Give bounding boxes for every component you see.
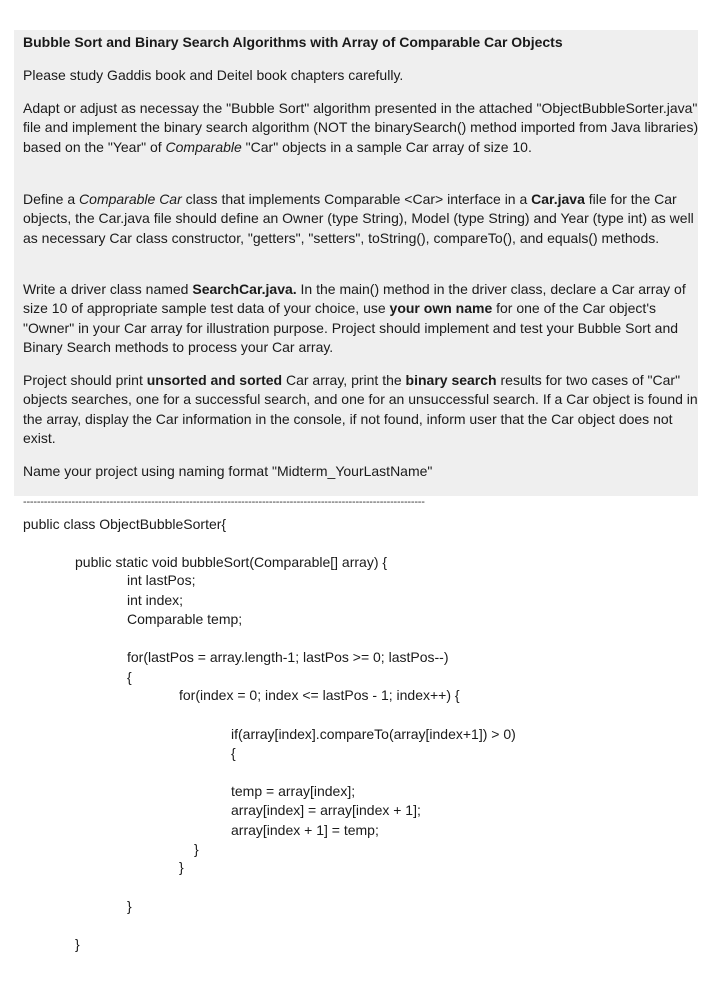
code-line: for(lastPos = array.length-1; lastPos >= 0; lastPos--) — [127, 649, 449, 665]
p5-bold-unsorted-sorted: unsorted and sorted — [146, 372, 283, 388]
p2-italic-comparable: Comparable — [165, 138, 242, 155]
p4-text-c: In the main() method in the driver class, declare a Car array of size 10 of appropriate sample test data of your choice, use — [23, 281, 686, 317]
p3-italic-comparable-car: Comparable Car — [79, 191, 182, 207]
document-title: Bubble Sort and Binary Search Algorithms with Array of Comparable Car Objects — [23, 34, 563, 50]
code-line: array[index] = array[index + 1]; — [231, 802, 421, 818]
code-line: array[index + 1] = temp; — [231, 822, 379, 838]
instruction-paragraph-6: Name your project using naming format "Midterm_YourLastName" — [23, 463, 433, 479]
code-line: public static void bubbleSort(Comparable[] array) { — [75, 554, 388, 570]
code-line: Comparable temp; — [127, 611, 243, 627]
instruction-paragraph-1: Please study Gaddis book and Deitel book chapters carefully. — [23, 67, 404, 83]
code-line: public class ObjectBubbleSorter{ — [23, 516, 227, 532]
p5-bold-binary-search: binary search — [405, 372, 497, 388]
code-line: temp = array[index]; — [231, 783, 356, 799]
p3-text-a: Define a — [23, 191, 80, 207]
separator-line: -------------------------------------------------------------------------------------------------------------------- — [23, 496, 425, 508]
instruction-paragraph-2 — [23, 99, 699, 157]
code-line: } — [75, 936, 80, 952]
p3-text-e: file for the Car objects, the Car.java file should define an Owner (type String), Model (type String) and Year (type int) as well as necessary Car class constructor, "getters", "setters", toString(), compareTo(), and equals() methods. — [23, 191, 694, 246]
code-line: } — [194, 841, 199, 857]
p5-text-a: Project should print — [23, 372, 147, 388]
instruction-paragraph-4 — [23, 280, 699, 357]
p5-text-e: results for two cases of "Car" objects searches, one for a successful search, and one for an unsuccessful search. If a Car object is found in the array, display the Car information in the console, if not found, inform user that the Car object does not exist. — [23, 372, 698, 446]
p4-bold-searchcar: SearchCar.java. — [192, 281, 297, 297]
code-line: if(array[index].compareTo(array[index+1]) > 0) — [231, 726, 516, 742]
p2-text-c: "Car" objects in a sample Car array of size 10. — [241, 138, 532, 155]
p2-text-a: Adapt or adjust as necessay the "Bubble Sort" algorithm presented in the attached "ObjectBubbleSorter.java" file and implement the binary search algorithm (NOT the binarySearch() method imported from Java libraries) based on the "Year" of — [23, 100, 699, 155]
p4-text-a: Write a driver class named — [23, 281, 193, 297]
code-line: int lastPos; — [127, 572, 196, 588]
code-line: int index; — [127, 592, 184, 608]
code-line: } — [127, 898, 132, 914]
p4-text-e: for one of the Car object's "Owner" in your Car array for illustration purpose. Project should implement and test your Bubble Sort and Binary Search methods to process your Car array. — [23, 300, 679, 355]
p4-bold-own-name: your own name — [389, 300, 493, 317]
code-line: } — [179, 859, 184, 875]
instruction-paragraph-3 — [23, 190, 699, 248]
p3-bold-car-java: Car.java — [531, 191, 585, 207]
code-line: { — [231, 745, 236, 761]
p3-text-c: class that implements Comparable <Car> interface in a — [181, 191, 532, 207]
code-line: { — [127, 669, 132, 685]
instruction-paragraph-5 — [23, 371, 699, 448]
p5-text-c: Car array, print the — [282, 372, 406, 388]
code-line: for(index = 0; index <= lastPos - 1; index++) { — [179, 687, 460, 703]
